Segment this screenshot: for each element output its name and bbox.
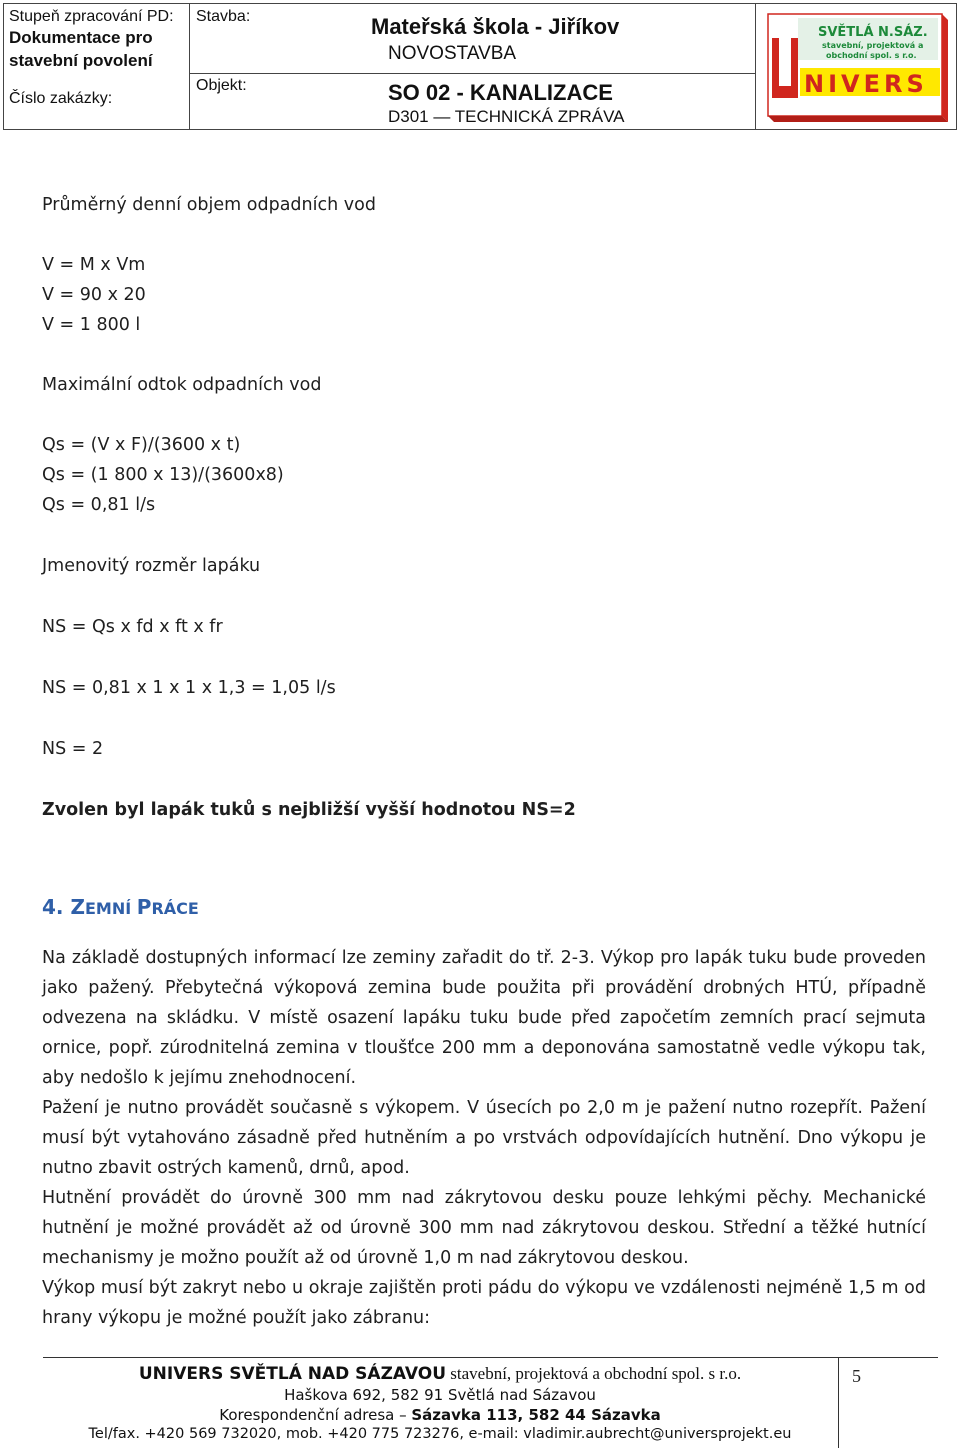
logo-sub-text-2: obchodní spol. s r.o. — [826, 51, 917, 60]
footer-correspondence-label: Korespondenční adresa – — [219, 1406, 412, 1424]
paragraph: Pažení je nutno provádět současně s výkopem. V úsecích po 2,0 m je pažení nutno rozepřít. Pažení musí být vytahováno zásadně před hutněním a po vrstvách odpovídajících hutnění. Dno výkopu je nutno zbavit ostrých kamenů, drnů, apod. — [42, 1098, 926, 1178]
page-number: 5 — [852, 1366, 861, 1386]
footer-company-name: UNIVERS SVĚTLÁ NAD SÁZAVOU — [138, 1364, 447, 1384]
calc-heading-daily-volume: Průměrný denní objem odpadních vod — [42, 195, 376, 215]
calc-line: V = M x Vm — [42, 255, 146, 275]
univers-logo — [760, 8, 950, 122]
building-type: NOVOSTAVBA — [388, 43, 517, 64]
footer-contacts: Tel/fax. +420 569 732020, mob. +420 775 723276, e-mail: vladimir.aubrecht@universprojekt.eu — [88, 1426, 792, 1442]
section-number: 4. — [42, 895, 64, 919]
logo-brand: NIVERS — [804, 70, 928, 98]
calc-line: NS = Qs x fd x ft x fr — [42, 617, 223, 637]
building-label: Stavba: — [196, 8, 251, 25]
section-title-part: P — [136, 895, 152, 919]
paragraph: Hutnění provádět do úrovně 300 mm nad zákrytovou desku pouze lehkými pěchy. Mechanické hutnění je možné provádět až od úrovně 300 mm nad zákrytovou deskou. Střední a těžké hutnící mechanismy je možno použít až od úrovně 1,0 m nad zákrytovou deskou. — [42, 1188, 926, 1268]
calc-line: Qs = 0,81 l/s — [42, 495, 156, 515]
logo-top-text: SVĚTLÁ N.SÁZ. — [818, 25, 928, 40]
stage-value-line-2: stavební povolení — [9, 51, 153, 70]
calc-heading-max-outflow: Maximální odtok odpadních vod — [42, 375, 322, 395]
footer-company-type: stavební, projektová a obchodní spol. s r.o. — [446, 1364, 742, 1383]
calc-line: NS = 0,81 x 1 x 1 x 1,3 = 1,05 l/s — [42, 678, 336, 698]
section-title-part: RÁCE — [151, 899, 199, 918]
footer-address: Haškova 692, 582 91 Světlá nad Sázavou — [284, 1386, 596, 1404]
calc-conclusion: Zvolen byl lapák tuků s nejbližší vyšší hodnotou NS=2 — [42, 800, 576, 820]
calc-line: NS = 2 — [42, 739, 104, 759]
logo-sub-text-1: stavební, projektová a — [822, 41, 924, 50]
document-name: D301 — TECHNICKÁ ZPRÁVA — [388, 107, 625, 126]
calc-heading-nominal-size: Jmenovitý rozměr lapáku — [42, 556, 261, 576]
object-label: Objekt: — [196, 77, 247, 94]
calc-line: V = 90 x 20 — [42, 285, 146, 305]
footer-correspondence-address: Sázavka 113, 582 44 Sázavka — [411, 1406, 661, 1424]
object-name: SO 02 - KANALIZACE — [388, 80, 613, 105]
stage-label: Stupeň zpracování PD: — [9, 8, 174, 25]
contract-number-label: Číslo zakázky: — [9, 90, 113, 107]
stage-value-line-1: Dokumentace pro — [9, 28, 153, 47]
header-divider — [189, 4, 190, 129]
header-divider — [189, 73, 755, 74]
footer-rule — [43, 1357, 838, 1358]
building-name: Mateřská škola - Jiříkov — [371, 14, 620, 39]
section-title-part: Z — [70, 895, 85, 919]
footer-correspondence — [60, 1406, 820, 1424]
calc-line: V = 1 800 l — [42, 315, 141, 335]
header-divider — [755, 4, 756, 129]
calc-line: Qs = (1 800 x 13)/(3600x8) — [42, 465, 284, 485]
section-heading — [42, 895, 199, 919]
paragraph: Na základě dostupných informací lze zeminy zařadit do tř. 2-3. Výkop pro lapák tuku bude proveden jako pažený. Přebytečná výkopová zemina bude použita při provádění drobných HTÚ, případně odvezena na skládku. V místě osazení lapáku tuku bude před započetím zemních prací sejmuta ornice, popř. zúrodnitelná zemina v tloušťce 200 mm a deponována samostatně vedle výkopu tak, aby nedošlo k jejímu znehodnocení. — [42, 948, 926, 1088]
paragraph: Výkop musí být zakryt nebo u okraje zajištěn proti pádu do výkopu ve vzdálenosti nejméně 1,5 m od hrany výkopu je možné použít jako zábranu: — [42, 1278, 926, 1328]
footer-company — [60, 1364, 820, 1384]
section-title-part: EMNÍ — [85, 899, 137, 918]
calc-line: Qs = (V x F)/(3600 x t) — [42, 435, 241, 455]
